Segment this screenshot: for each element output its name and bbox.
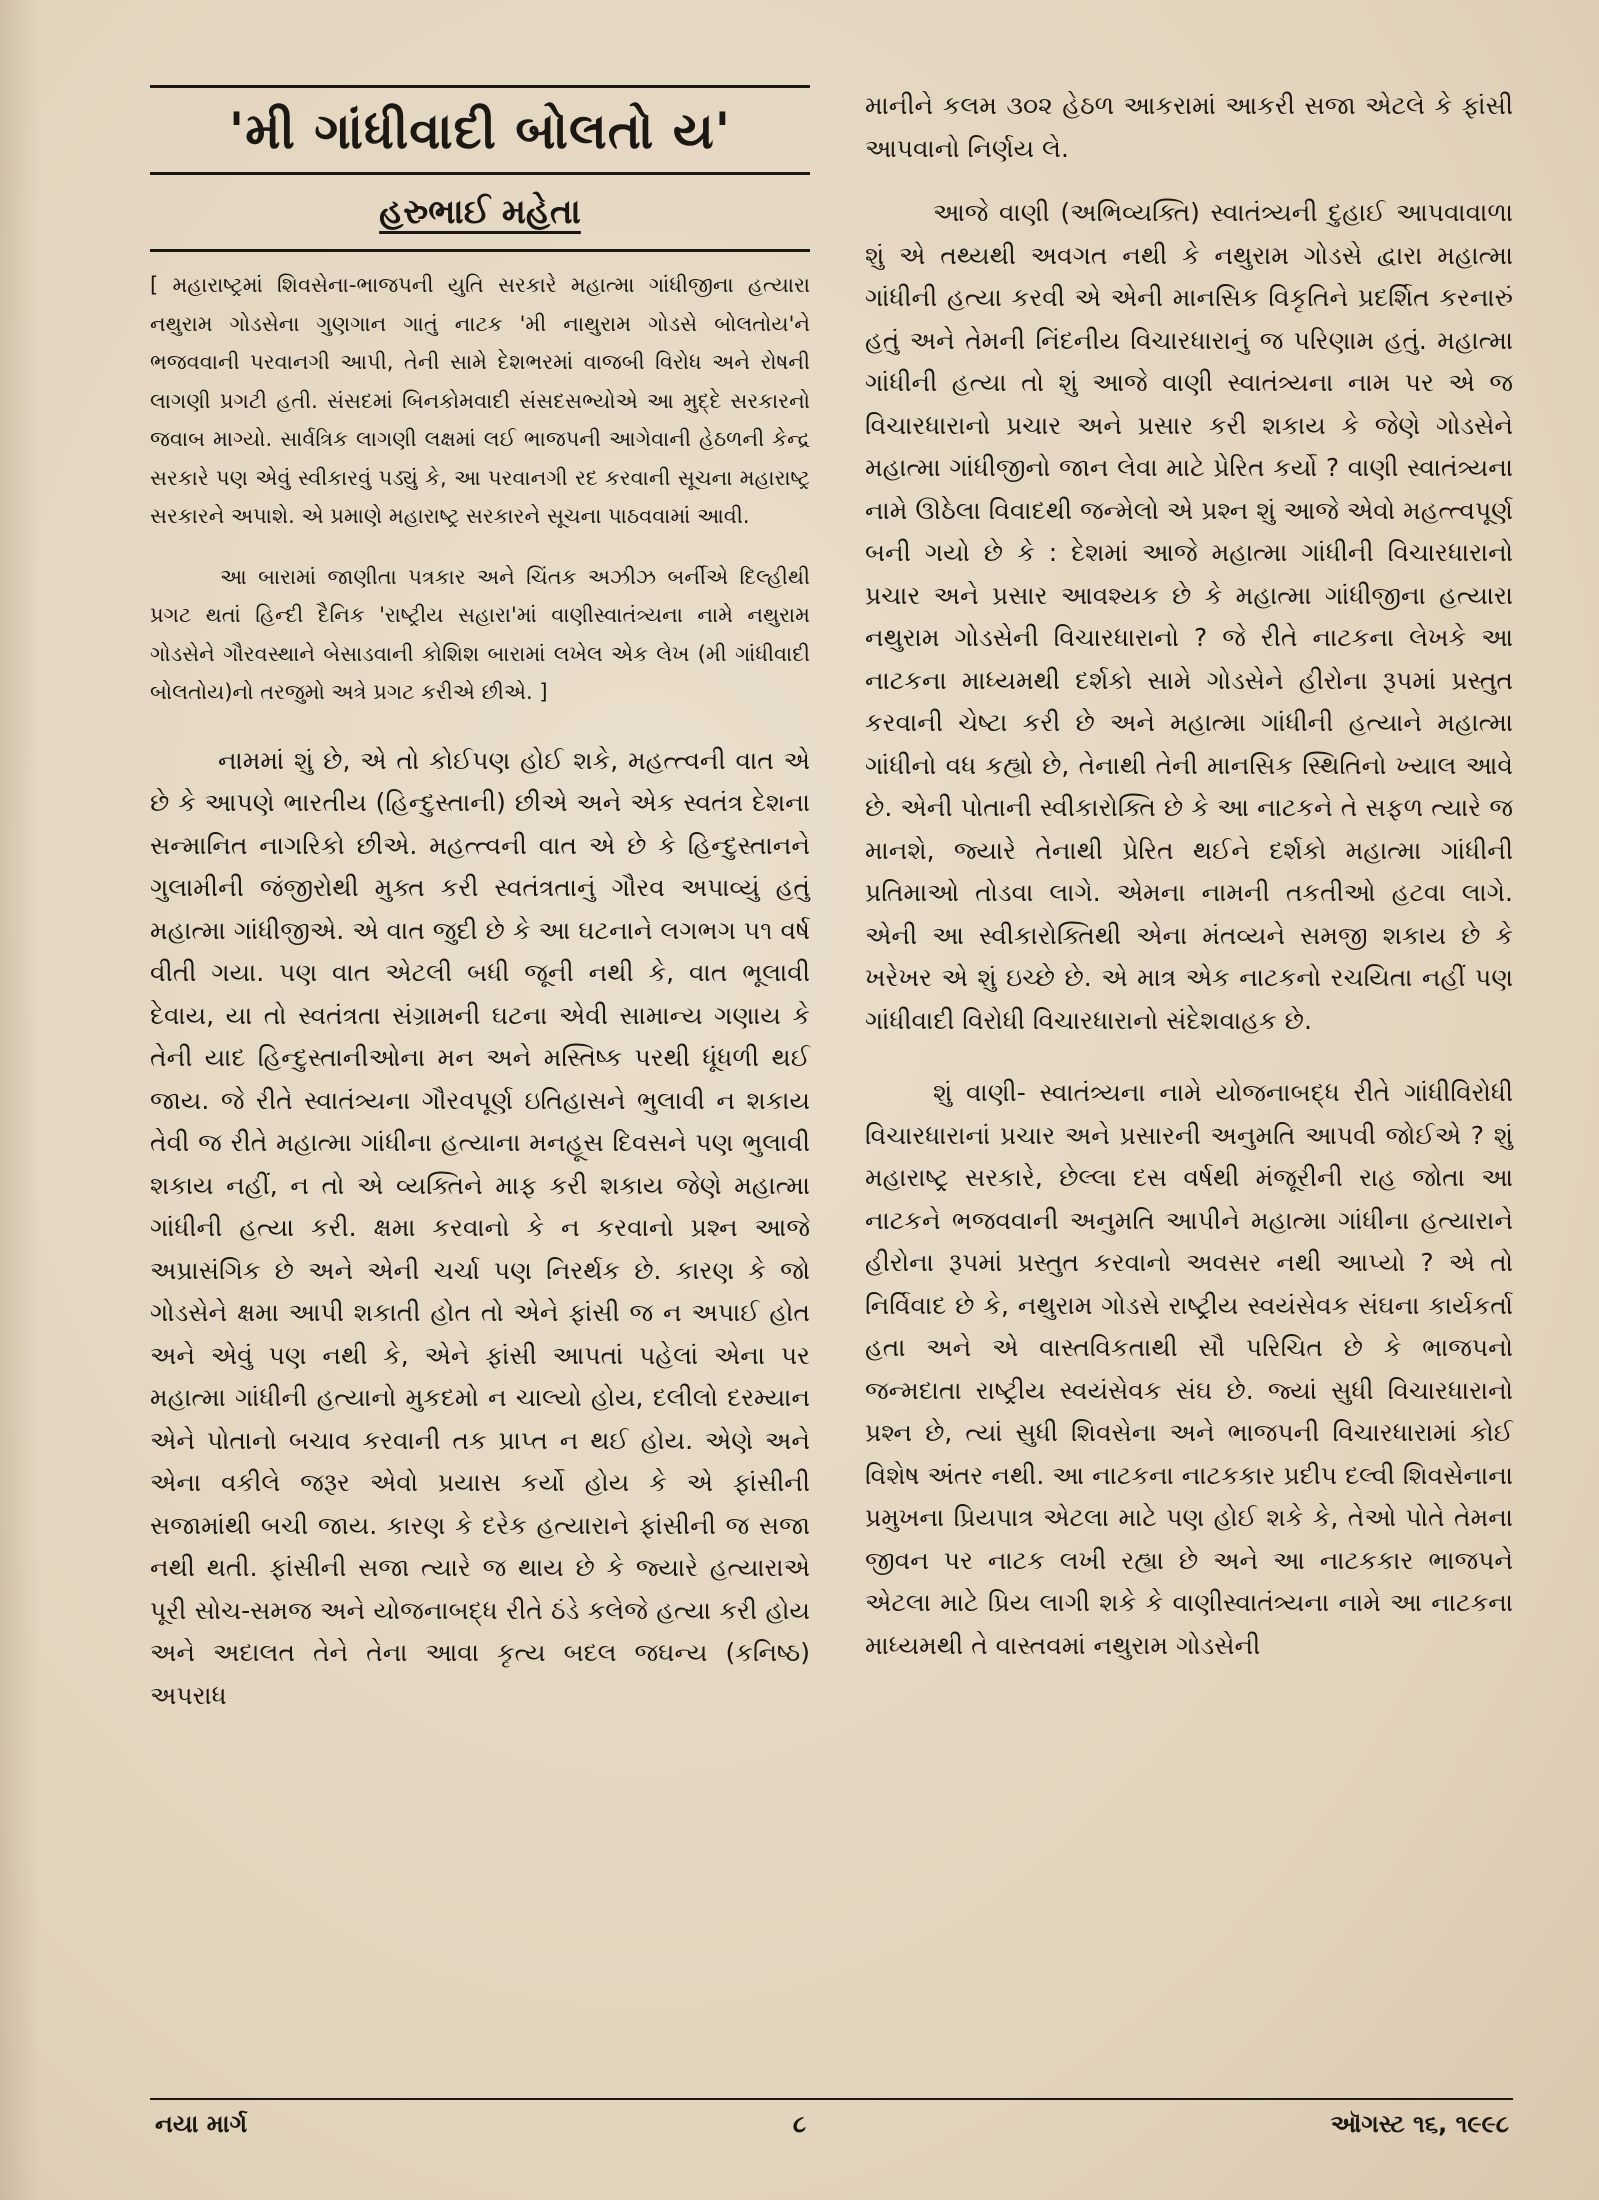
right-body [865, 85, 1513, 1667]
article-author: હરુભાઈ મહેતા [379, 192, 581, 232]
title-rule-bottom [150, 249, 810, 252]
body-paragraph: શું વાણી- સ્વાતંત્ર્યના નામે યોજનાબદ્ધ રીતે ગાંધીવિરોધી વિચારધારાનાં પ્રચાર અને પ્રસારની અનુમતિ આપવી જોઈએ ? શું મહારાષ્ટ્ર સરકારે, છેલ્લા દસ વર્ષથી મંજૂરીની રાહ જોતા આ નાટકને ભજવવાની અનુમતિ આપીને મહાત્મા ગાંધીના હત્યારાને હીરોના રૂપમાં પ્રસ્તુત કરવાનો અવસર નથી આપ્યો ? એ તો નિર્વિવાદ છે કે, નથુરામ ગોડસે રાષ્ટ્રીય સ્વયંસેવક સંઘના કાર્યકર્તા હતા અને એ વાસ્તવિકતાથી સૌ પરિચિત છે કે ભાજપનો જન્મદાતા રાષ્ટ્રીય સ્વયંસેવક સંઘ છે. જ્યાં સુધી વિચારધારાનો પ્રશ્ન છે, ત્યાં સુધી શિવસેના અને ભાજપની વિચારધારામાં કોઈ વિશેષ અંતર નથી. આ નાટકના નાટકકાર પ્રદીપ દલ્વી શિવસેનાના પ્રમુખના પ્રિયપાત્ર એટલા માટે પણ હોઈ શકે કે, તેઓ પોતે તેમના જીવન પર નાટક લખી રહ્યા છે અને આ નાટકકાર ભાજપને એટલા માટે પ્રિય લાગી શકે કે વાણીસ્વાતંત્ર્યના નામે આ નાટકના માધ્યમથી તે વાસ્તવમાં નથુરામ ગોડસેની [865, 1078, 1513, 1660]
intro-paragraph-2: આ બારામાં જાણીતા પત્રકાર અને ચિંતક અઝીઝ બર્નીએ દિલ્હીથી પ્રગટ થતાં હિન્દી દૈનિક 'રાષ્ટ્રીય સહારા'માં વાણીસ્વાતંત્ર્યના નામે નથુરામ ગોડસેને ગૌરવસ્થાને બેસાડવાની કોશિશ બારામાં લખેલ એક લેખ (મી ગાંધીવાદી બોલતોય)નો તરજુમો અત્રે પ્રગટ કરીએ છીએ. ] [150, 564, 810, 704]
footer-rule [150, 2098, 1513, 2100]
body-paragraph-continued: માનીને કલમ ૩૦૨ હેઠળ આકરામાં આકરી સજા એટલે કે ફાંસી આપવાનો નિર્ણય લે. [865, 91, 1513, 163]
left-column [150, 85, 810, 1717]
right-column [865, 85, 1513, 1667]
footer-date: ઑગસ્ટ ૧૬, ૧૯૯૮ [1330, 2110, 1509, 2138]
page-edge-shadow [0, 0, 40, 2200]
title-rule-top [150, 85, 810, 88]
article-title: 'મી ગાંધીવાદી બોલતો ય' [228, 102, 732, 160]
footer-publication: નયા માર્ગ [155, 2110, 248, 2138]
body-paragraph: આજે વાણી (અભિવ્યક્તિ) સ્વાતંત્ર્યની દુહાઈ આપવાવાળા શું એ તથ્યથી અવગત નથી કે નથુરામ ગોડસે દ્વારા મહાત્મા ગાંધીની હત્યા કરવી એ એની માનસિક વિકૃતિને પ્રદર્શિત કરનારું હતું અને તેમની નિંદનીય વિચારધારાનું જ પરિણામ હતું. મહાત્મા ગાંધીની હત્યા તો શું આજે વાણી સ્વાતંત્ર્યના નામ પર એ જ વિચારધારાનો પ્રચાર અને પ્રસાર કરી શકાય કે જેણે ગોડસેને મહાત્મા ગાંધીજીનો જાન લેવા માટે પ્રેરિત કર્યો ? વાણી સ્વાતંત્ર્યના નામે ઊઠેલા વિવાદથી જન્મેલો એ પ્રશ્ન શું આજે એવો મહત્ત્વપૂર્ણ બની ગયો છે કે : દેશમાં આજે મહાત્મા ગાંધીની વિચારધારાનો પ્રચાર અને પ્રસાર આવશ્યક છે કે મહાત્મા ગાંધીજીના હત્યારા નથુરામ ગોડસેની વિચારધારાનો ? જે રીતે નાટકના લેખકે આ નાટકના માધ્યમથી દર્શકો સામે ગોડસેને હીરોના રૂપમાં પ્રસ્તુત કરવાની ચેષ્ટા કરી છે અને મહાત્મા ગાંધીની હત્યાને મહાત્મા ગાંધીનો વધ કહ્યો છે, તેનાથી તેની માનસિક સ્થિતિનો ખ્યાલ આવે છે. એની પોતાની સ્વીકારોક્તિ છે કે આ નાટકને તે સફળ ત્યારે જ માનશે, જ્યારે તેનાથી પ્રેરિત થઈને દર્શકો મહાત્મા ગાંધીની પ્રતિમાઓ તોડવા લાગે. એમના નામની તકતીઓ હટવા લાગે. એની આ સ્વીકારોક્તિથી એના મંતવ્યને સમજી શકાય છે કે ખરેખર એ શું ઇચ્છે છે. એ માત્ર એક નાટકનો રચયિતા નહીં પણ ગાંધીવાદી વિરોધી વિચારધારાનો સંદેશવાહક છે. [865, 198, 1513, 1035]
footer-page-number: ૮ [792, 2110, 807, 2138]
intro-paragraph-1: [ મહારાષ્ટ્રમાં શિવસેના-ભાજપની યુતિ સરકારે મહાત્મા ગાંધીજીના હત્યારા નથુરામ ગોડસેના ગુણગાન ગાતું નાટક 'મી નાથુરામ ગોડસે બોલતોય'ને ભજવવાની પરવાનગી આપી, તેની સામે દેશભરમાં વાજબી વિરોધ અને રોષની લાગણી પ્રગટી હતી. સંસદમાં બિનકોમવાદી સંસદસભ્યોએ આ મુદ્દે સરકારનો જવાબ માગ્યો. સાર્વત્રિક લાગણી લક્ષમાં લઈ ભાજપની આગેવાની હેઠળની કેન્દ્ર સરકારે પણ એવું સ્વીકારવું પડ્યું કે, આ પરવાનગી રદ કરવાની સૂચના મહારાષ્ટ્ર સરકારને અપાશે. એ પ્રમાણે મહારાષ્ટ્ર સરકારને સૂચના પાઠવવામાં આવી. [150, 273, 810, 528]
left-body [150, 740, 810, 1718]
body-paragraph: નામમાં શું છે, એ તો કોઈપણ હોઈ શકે, મહત્ત્વની વાત એ છે કે આપણે ભારતીય (હિન્દુસ્તાની) છીએ અને એક સ્વતંત્ર દેશના સન્માનિત નાગરિકો છીએ. મહત્ત્વની વાત એ છે કે હિન્દુસ્તાનને ગુલામીની જંજીરોથી મુક્ત કરી સ્વતંત્રતાનું ગૌરવ અપાવ્યું હતું મહાત્મા ગાંધીજીએ. એ વાત જુદી છે કે આ ઘટનાને લગભગ ૫૧ વર્ષ વીતી ગયા. પણ વાત એટલી બધી જૂની નથી કે, વાત ભૂલાવી દેવાય, યા તો સ્વતંત્રતા સંગ્રામની ઘટના એવી સામાન્ય ગણાય કે તેની યાદ હિન્દુસ્તાનીઓના મન અને મસ્તિષ્ક પરથી ધૂંધળી થઈ જાય. જે રીતે સ્વાતંત્ર્યના ગૌરવપૂર્ણ ઇતિહાસને ભુલાવી ન શકાય તેવી જ રીતે મહાત્મા ગાંધીના હત્યાના મનહૂસ દિવસને પણ ભુલાવી શકાય નહીં, ન તો એ વ્યક્તિને માફ કરી શકાય જેણે મહાત્મા ગાંધીની હત્યા કરી. ક્ષમા કરવાનો કે ન કરવાનો પ્રશ્ન આજે અપ્રાસંગિક છે અને એની ચર્ચા પણ નિરર્થક છે. કારણ કે જો ગોડસેને ક્ષમા આપી શકાતી હોત તો એને ફાંસી જ ન અપાઈ હોત અને એવું પણ નથી કે, એને ફાંસી આપતાં પહેલાં એના પર મહાત્મા ગાંધીની હત્યાનો મુકદમો ન ચાલ્યો હોય, દલીલો દરમ્યાન એને પોતાનો બચાવ કરવાની તક પ્રાપ્ત ન થઈ હોય. એણે અને એના વકીલે જરૂર એવો પ્રયાસ કર્યો હોય કે એ ફાંસીની સજામાંથી બચી જાય. કારણ કે દરેક હત્યારાને ફાંસીની જ સજા નથી થતી. ફાંસીની સજા ત્યારે જ થાય છે કે જ્યારે હત્યારાએ પૂરી સોચ-સમજ અને યોજનાબદ્ધ રીતે ઠંડે કલેજે હત્યા કરી હોય અને અદાલત તેને તેના આવા કૃત્ય બદલ જઘન્ય (કનિષ્ઠ) અપરાધ [150, 745, 810, 1710]
editor-intro [150, 266, 810, 712]
